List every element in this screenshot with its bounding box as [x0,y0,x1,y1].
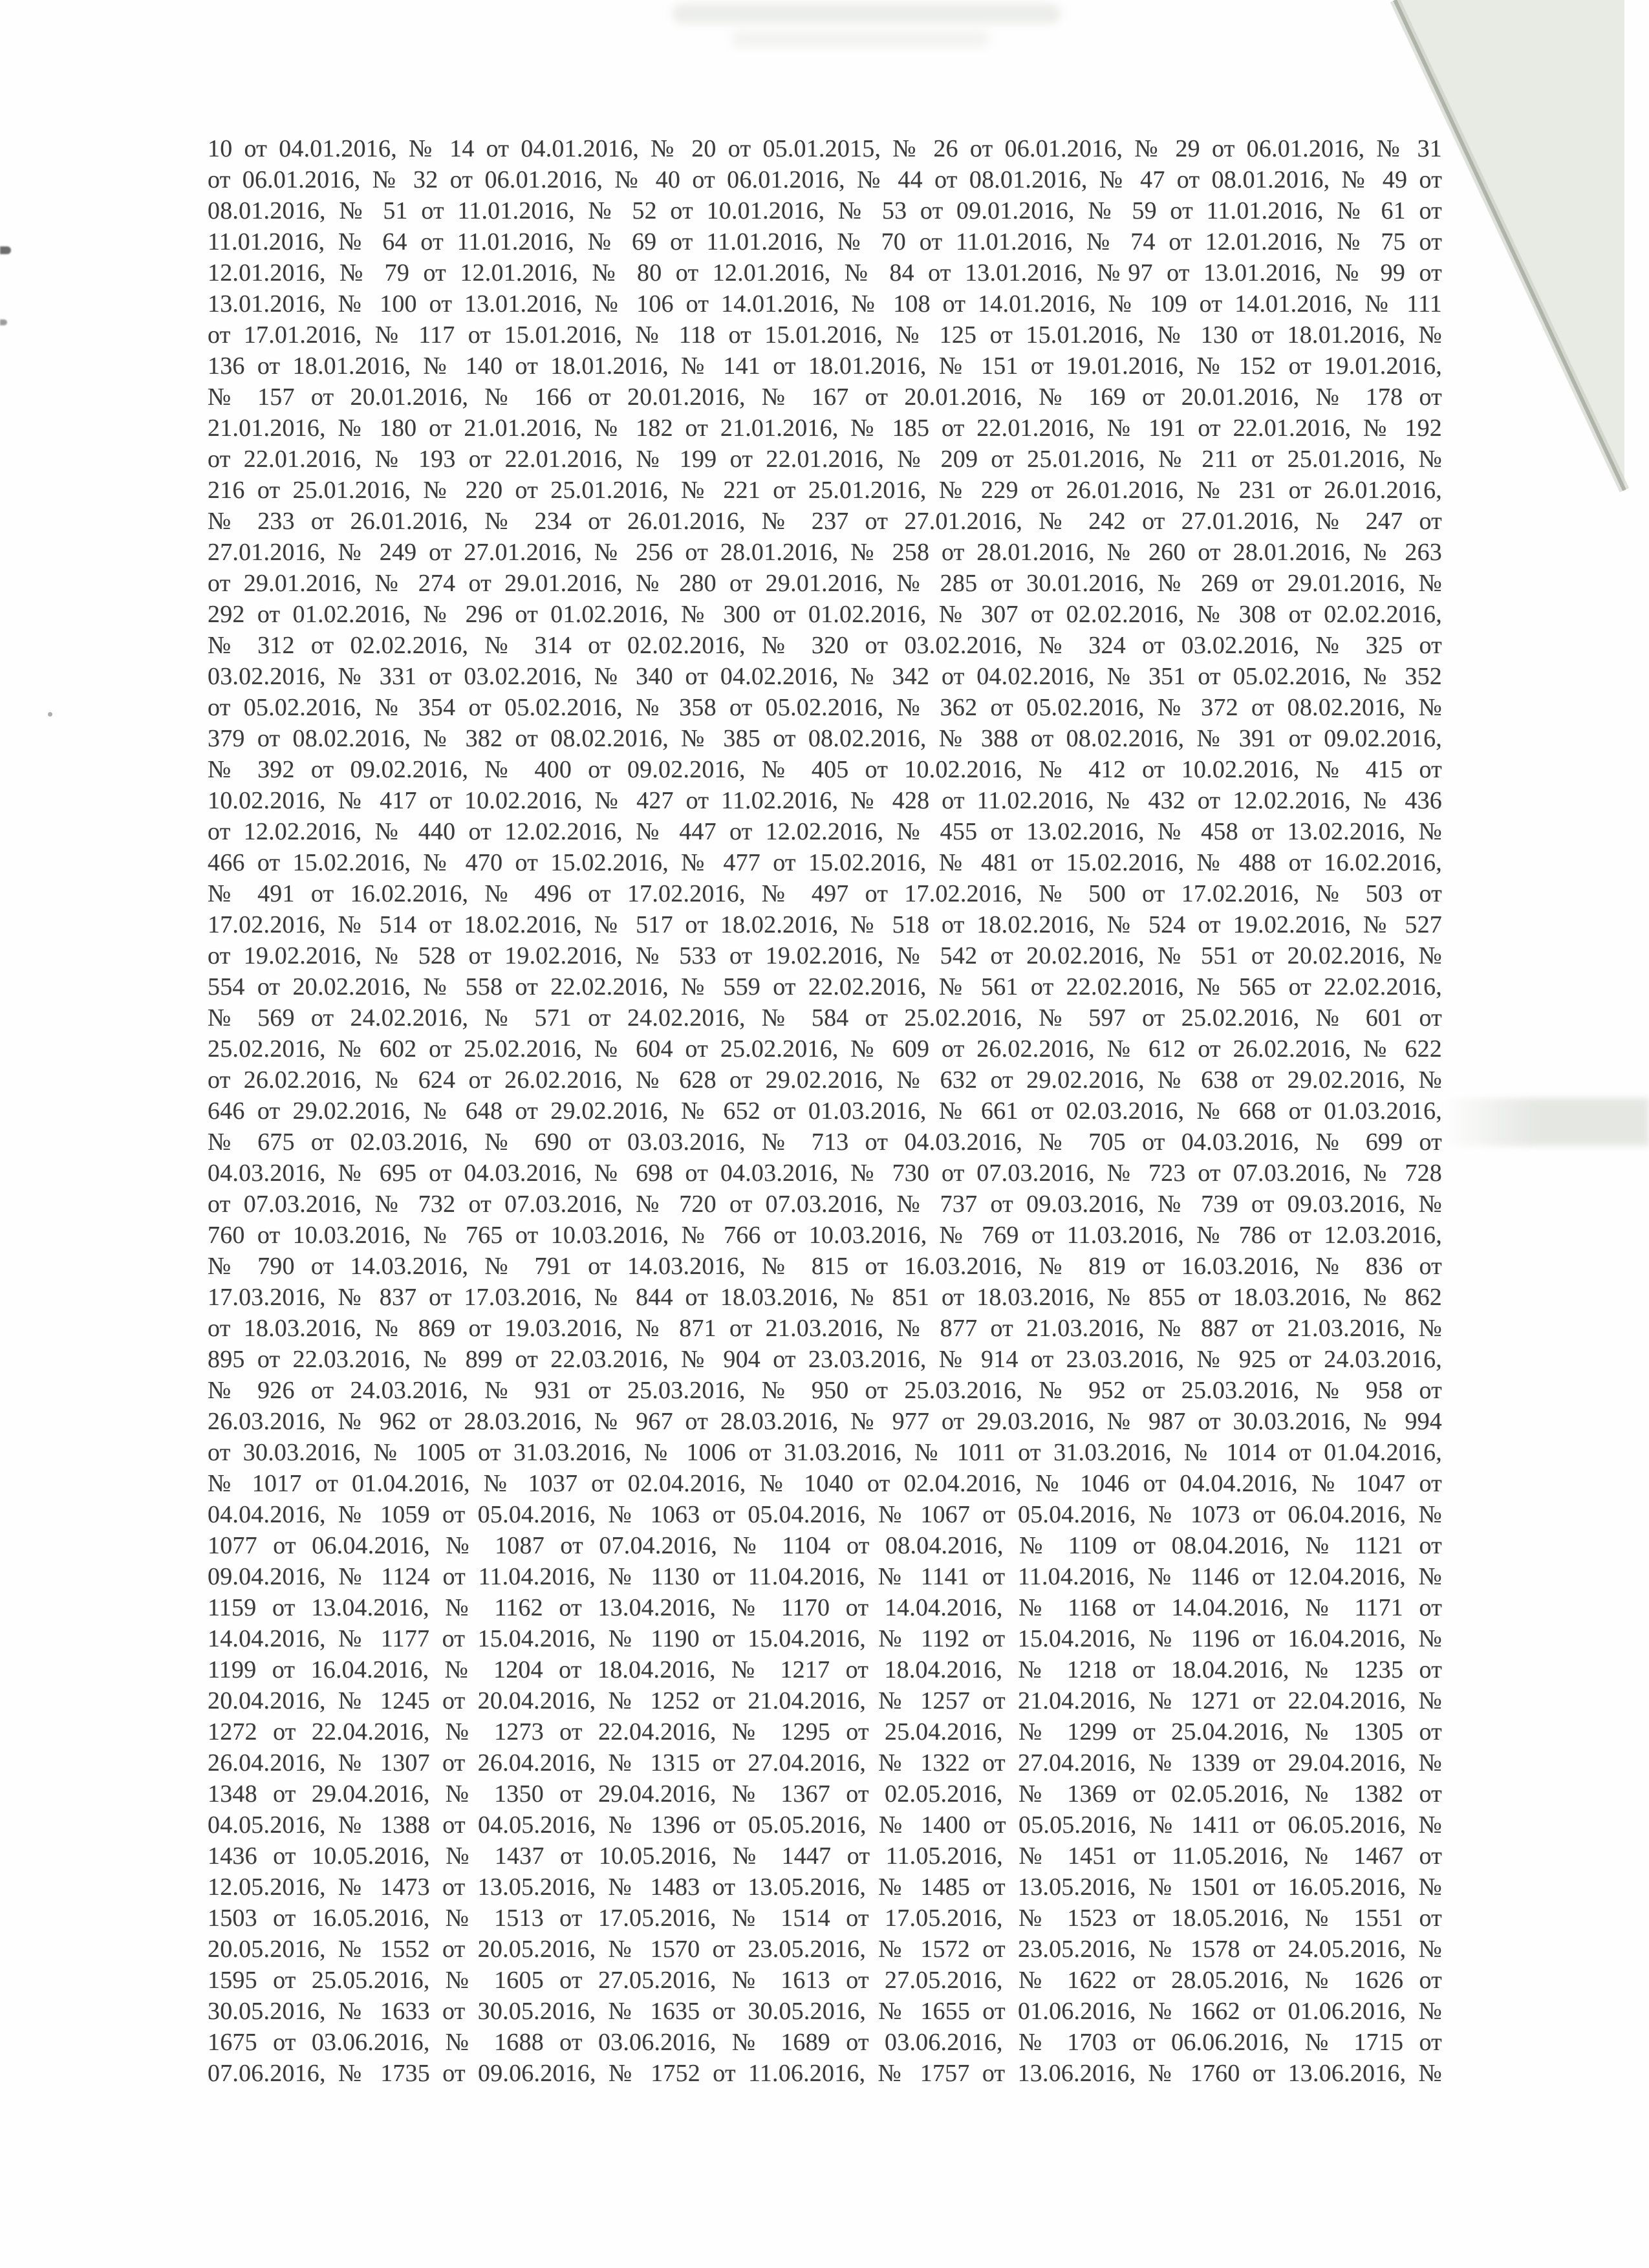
text-line: 1159 от 13.04.2016, № 1162 от 13.04.2016, № 1170 от 14.04.2016, № 1168 от 14.04.2016, № 1171 от [208,1594,1442,1621]
text-line: от 30.03.2016, № 1005 от 31.03.2016, № 1006 от 31.03.2016, № 1011 от 31.03.2016, № 1014 от 01.04.2016, [208,1439,1442,1466]
text-line: от 26.02.2016, № 624 от 26.02.2016, № 628 от 29.02.2016, № 632 от 29.02.2016, № 638 от 29.02.2016, № [208,1066,1442,1094]
text-line: 08.01.2016, № 51 от 11.01.2016, № 52 от 10.01.2016, № 53 от 09.01.2016, № 59 от 11.01.2016, № 61 от [208,197,1442,224]
ink-speck [48,712,52,717]
text-line: 10 от 04.01.2016, № 14 от 04.01.2016, № 20 от 05.01.2015, № 26 от 06.01.2016, № 29 от 06.01.2016, № 31 [208,135,1442,162]
text-line: 27.01.2016, № 249 от 27.01.2016, № 256 от 28.01.2016, № 258 от 28.01.2016, № 260 от 28.01.2016, № 263 [208,539,1442,566]
bleed-through-smudge [673,4,1061,23]
text-line: 14.04.2016, № 1177 от 15.04.2016, № 1190 от 15.04.2016, № 1192 от 15.04.2016, № 1196 от 16.04.2016, № [208,1625,1442,1652]
text-line: от 06.01.2016, № 32 от 06.01.2016, № 40 от 06.01.2016, № 44 от 08.01.2016, № 47 от 08.01.2016, № 49 от [208,166,1442,193]
text-line: 26.03.2016, № 962 от 28.03.2016, № 967 от 28.03.2016, № 977 от 29.03.2016, № 987 от 30.03.2016, № 994 [208,1408,1442,1435]
document-text [208,133,1442,2089]
text-line: 1503 от 16.05.2016, № 1513 от 17.05.2016, № 1514 от 17.05.2016, № 1523 от 18.05.2016, № 1551 от [208,1905,1442,1932]
text-line: № 392 от 09.02.2016, № 400 от 09.02.2016, № 405 от 10.02.2016, № 412 от 10.02.2016, № 415 от [208,756,1442,783]
text-line: № 926 от 24.03.2016, № 931 от 25.03.2016, № 950 от 25.03.2016, № 952 от 25.03.2016, № 958 от [208,1377,1442,1404]
text-line: 466 от 15.02.2016, № 470 от 15.02.2016, № 477 от 15.02.2016, № 481 от 15.02.2016, № 488 от 16.02.2016, [208,849,1442,876]
text-line: № 675 от 02.03.2016, № 690 от 03.03.2016, № 713 от 04.03.2016, № 705 от 04.03.2016, № 699 от [208,1129,1442,1156]
text-line: 21.01.2016, № 180 от 21.01.2016, № 182 от 21.01.2016, № 185 от 22.01.2016, № 191 от 22.01.2016, № 192 [208,415,1442,442]
text-line: 12.01.2016, № 79 от 12.01.2016, № 80 от 12.01.2016, № 84 от 13.01.2016, №97 от 13.01.2016, № 99 от [208,259,1442,286]
text-line: 1436 от 10.05.2016, № 1437 от 10.05.2016, № 1447 от 11.05.2016, № 1451 от 11.05.2016, № 1467 от [208,1842,1442,1870]
text-line: от 12.02.2016, № 440 от 12.02.2016, № 447 от 12.02.2016, № 455 от 13.02.2016, № 458 от 13.02.2016, № [208,818,1442,845]
text-line: 136 от 18.01.2016, № 140 от 18.01.2016, № 141 от 18.01.2016, № 151 от 19.01.2016, № 152 от 19.01.2016, [208,352,1442,380]
text-line: 04.03.2016, № 695 от 04.03.2016, № 698 от 04.03.2016, № 730 от 07.03.2016, № 723 от 07.03.2016, № 728 [208,1160,1442,1187]
text-line: 1595 от 25.05.2016, № 1605 от 27.05.2016, № 1613 от 27.05.2016, № 1622 от 28.05.2016, № 1626 от [208,1967,1442,1994]
text-line: № 1017 от 01.04.2016, № 1037 от 02.04.2016, № 1040 от 02.04.2016, № 1046 от 04.04.2016, № 1047 от [208,1470,1442,1497]
text-line: 20.04.2016, № 1245 от 20.04.2016, № 1252 от 21.04.2016, № 1257 от 21.04.2016, № 1271 от 22.04.2016, № [208,1687,1442,1714]
left-edge-mark [0,319,7,325]
text-line: от 18.03.2016, № 869 от 19.03.2016, № 871 от 21.03.2016, № 877 от 21.03.2016, № 887 от 21.03.2016, № [208,1315,1442,1342]
text-line: 10.02.2016, № 417 от 10.02.2016, № 427 от 11.02.2016, № 428 от 11.02.2016, № 432 от 12.02.2016, № 436 [208,787,1442,814]
text-line: от 22.01.2016, № 193 от 22.01.2016, № 199 от 22.01.2016, № 209 от 25.01.2016, № 211 от 25.01.2016, № [208,446,1442,473]
text-line: 1272 от 22.04.2016, № 1273 от 22.04.2016, № 1295 от 25.04.2016, № 1299 от 25.04.2016, № 1305 от [208,1718,1442,1745]
text-line: 1077 от 06.04.2016, № 1087 от 07.04.2016, № 1104 от 08.04.2016, № 1109 от 08.04.2016, № 1121 от [208,1532,1442,1559]
text-line: 1675 от 03.06.2016, № 1688 от 03.06.2016, № 1689 от 03.06.2016, № 1703 от 06.06.2016, № 1715 от [208,2029,1442,2056]
text-line: от 17.01.2016, № 117 от 15.01.2016, № 118 от 15.01.2016, № 125 от 15.01.2016, № 130 от 18.01.2016, № [208,321,1442,349]
text-line: № 790 от 14.03.2016, № 791 от 14.03.2016, № 815 от 16.03.2016, № 819 от 16.03.2016, № 836 от [208,1253,1442,1280]
text-line: 30.05.2016, № 1633 от 30.05.2016, № 1635 от 30.05.2016, № 1655 от 01.06.2016, № 1662 от 01.06.2016, № [208,1998,1442,2025]
right-edge-smudge [1442,1098,1649,1146]
text-line: 11.01.2016, № 64 от 11.01.2016, № 69 от 11.01.2016, № 70 от 11.01.2016, № 74 от 12.01.2016, № 75 от [208,228,1442,255]
text-line: 646 от 29.02.2016, № 648 от 29.02.2016, № 652 от 01.03.2016, № 661 от 02.03.2016, № 668 от 01.03.2016, [208,1097,1442,1125]
text-line: 25.02.2016, № 602 от 25.02.2016, № 604 от 25.02.2016, № 609 от 26.02.2016, № 612 от 26.02.2016, № 622 [208,1035,1442,1063]
text-line: 1348 от 29.04.2016, № 1350 от 29.04.2016, № 1367 от 02.05.2016, № 1369 от 02.05.2016, № 1382 от [208,1780,1442,1808]
text-line: от 29.01.2016, № 274 от 29.01.2016, № 280 от 29.01.2016, № 285 от 30.01.2016, № 269 от 29.01.2016, № [208,570,1442,597]
text-line: 03.02.2016, № 331 от 03.02.2016, № 340 от 04.02.2016, № 342 от 04.02.2016, № 351 от 05.02.2016, № 352 [208,663,1442,690]
text-line: 17.03.2016, № 837 от 17.03.2016, № 844 от 18.03.2016, № 851 от 18.03.2016, № 855 от 18.03.2016, № 862 [208,1284,1442,1311]
bleed-through-smudge [731,31,989,47]
text-line: 09.04.2016, № 1124 от 11.04.2016, № 1130 от 11.04.2016, № 1141 от 11.04.2016, № 1146 от 12.04.2016, № [208,1563,1442,1590]
text-line: 17.02.2016, № 514 от 18.02.2016, № 517 от 18.02.2016, № 518 от 18.02.2016, № 524 от 19.02.2016, № 527 [208,911,1442,938]
text-line: 12.05.2016, № 1473 от 13.05.2016, № 1483 от 13.05.2016, № 1485 от 13.05.2016, № 1501 от 16.05.2016, № [208,1874,1442,1901]
text-line: 04.04.2016, № 1059 от 05.04.2016, № 1063 от 05.04.2016, № 1067 от 05.04.2016, № 1073 от 06.04.2016, № [208,1501,1442,1528]
text-line: 379 от 08.02.2016, № 382 от 08.02.2016, № 385 от 08.02.2016, № 388 от 08.02.2016, № 391 от 09.02.2016, [208,725,1442,752]
text-line: 760 от 10.03.2016, № 765 от 10.03.2016, № 766 от 10.03.2016, № 769 от 11.03.2016, № 786 от 12.03.2016, [208,1222,1442,1249]
text-line: 292 от 01.02.2016, № 296 от 01.02.2016, № 300 от 01.02.2016, № 307 от 02.02.2016, № 308 от 02.02.2016, [208,601,1442,628]
text-line: 1199 от 16.04.2016, № 1204 от 18.04.2016, № 1217 от 18.04.2016, № 1218 от 18.04.2016, № 1235 от [208,1656,1442,1683]
text-line: 04.05.2016, № 1388 от 04.05.2016, № 1396 от 05.05.2016, № 1400 от 05.05.2016, № 1411 от 06.05.2016, № [208,1811,1442,1839]
text-line: 13.01.2016, № 100 от 13.01.2016, № 106 от 14.01.2016, № 108 от 14.01.2016, № 109 от 14.01.2016, № 111 [208,290,1442,318]
text-line: 07.06.2016, № 1735 от 09.06.2016, № 1752 от 11.06.2016, № 1757 от 13.06.2016, № 1760 от 13.06.2016, № [208,2060,1442,2087]
text-line: 895 от 22.03.2016, № 899 от 22.03.2016, № 904 от 23.03.2016, № 914 от 23.03.2016, № 925 от 24.03.2016, [208,1346,1442,1373]
text-line: 554 от 20.02.2016, № 558 от 22.02.2016, № 559 от 22.02.2016, № 561 от 22.02.2016, № 565 от 22.02.2016, [208,973,1442,1000]
text-line: 216 от 25.01.2016, № 220 от 25.01.2016, № 221 от 25.01.2016, № 229 от 26.01.2016, № 231 от 26.01.2016, [208,477,1442,504]
text-line: 20.05.2016, № 1552 от 20.05.2016, № 1570 от 23.05.2016, № 1572 от 23.05.2016, № 1578 от 24.05.2016, № [208,1936,1442,1963]
text-line: № 157 от 20.01.2016, № 166 от 20.01.2016, № 167 от 20.01.2016, № 169 от 20.01.2016, № 178 от [208,383,1442,411]
text-line: 26.04.2016, № 1307 от 26.04.2016, № 1315 от 27.04.2016, № 1322 от 27.04.2016, № 1339 от 29.04.2016, № [208,1749,1442,1777]
text-line: № 569 от 24.02.2016, № 571 от 24.02.2016, № 584 от 25.02.2016, № 597 от 25.02.2016, № 601 от [208,1004,1442,1031]
text-line: № 491 от 16.02.2016, № 496 от 17.02.2016, № 497 от 17.02.2016, № 500 от 17.02.2016, № 503 от [208,880,1442,907]
text-line: от 05.02.2016, № 354 от 05.02.2016, № 358 от 05.02.2016, № 362 от 05.02.2016, № 372 от 08.02.2016, № [208,694,1442,721]
text-line: от 07.03.2016, № 732 от 07.03.2016, № 720 от 07.03.2016, № 737 от 09.03.2016, № 739 от 09.03.2016, № [208,1191,1442,1218]
text-line: от 19.02.2016, № 528 от 19.02.2016, № 533 от 19.02.2016, № 542 от 20.02.2016, № 551 от 20.02.2016, № [208,942,1442,969]
text-line: № 312 от 02.02.2016, № 314 от 02.02.2016, № 320 от 03.02.2016, № 324 от 03.02.2016, № 325 от [208,632,1442,659]
text-line: № 233 от 26.01.2016, № 234 от 26.01.2016, № 237 от 27.01.2016, № 242 от 27.01.2016, № 247 от [208,508,1442,535]
left-edge-mark [0,246,11,254]
